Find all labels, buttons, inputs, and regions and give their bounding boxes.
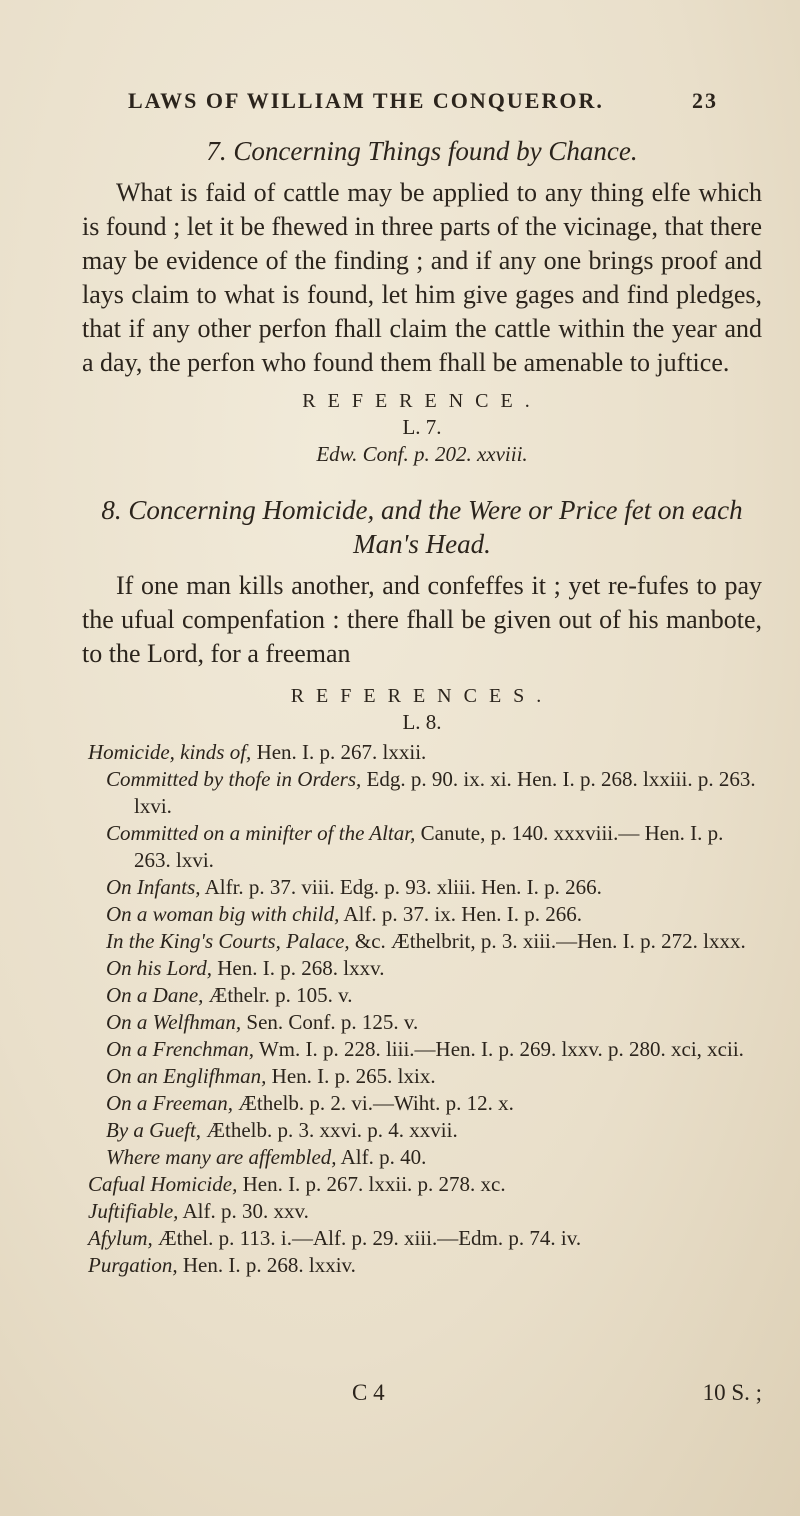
reference-subject: Homicide, kinds of, (88, 740, 252, 764)
page-footer (82, 1380, 762, 1406)
reference-subject: Committed by thofe in Orders, (106, 767, 362, 791)
reference-entry (82, 982, 762, 1009)
reference-subject: By a Gueft, (106, 1118, 202, 1142)
reference-entry (82, 1225, 762, 1252)
running-title: LAWS OF WILLIAM THE CONQUEROR. (128, 88, 604, 113)
reference-subject: Committed on a minifter of the Altar, (106, 821, 416, 845)
reference-citation: Æthelb. p. 2. vi.—Wiht. p. 12. x. (232, 1091, 514, 1115)
reference-citation: Wm. I. p. 228. liii.—Hen. I. p. 269. lxxv. p. 280. xci, xcii. (253, 1037, 744, 1061)
reference-subject: Juftifiable, (88, 1199, 179, 1223)
section-8-body: If one man kills another, and confeffes it ; yet re-fufes to pay the ufual compenfation : there fhall be given out of his manbote, to the Lord, for a freeman (82, 571, 762, 668)
reference-entry (82, 1009, 762, 1036)
section-7-citation: Edw. Conf. p. 202. xxviii. (316, 442, 528, 466)
reference-entry (82, 1090, 762, 1117)
section-7-law-number: L. 7. (402, 415, 442, 439)
reference-citation: Alf. p. 37. ix. Hen. I. p. 266. (339, 902, 582, 926)
reference-entry (82, 1198, 762, 1225)
reference-subject: On a Freeman, (106, 1091, 233, 1115)
reference-citation: Hen. I. p. 267. lxxii. p. 278. xc. (237, 1172, 506, 1196)
reference-entry (82, 1117, 762, 1144)
reference-entry (82, 874, 762, 901)
reference-citation: Hen. I. p. 268. lxxv. (212, 956, 385, 980)
reference-entry (82, 928, 762, 955)
reference-subject: Afylum, (88, 1226, 153, 1250)
reference-subject: Where many are affembled, (106, 1145, 337, 1169)
reference-citation: Hen. I. p. 267. lxxii. (251, 740, 427, 764)
reference-citation: Sen. Conf. p. 125. v. (241, 1010, 419, 1034)
reference-subject: In the King's Courts, Palace, (106, 929, 350, 953)
reference-entry (82, 1036, 762, 1063)
section-7-reference-heading: REFERENCE. (302, 390, 542, 412)
section-8-reference-heading: REFERENCES. (290, 685, 554, 707)
section-8-title: 8. Concerning Homicide, and the Were or Price fet on each Man's Head. (101, 495, 743, 559)
reference-entry (82, 820, 762, 874)
section-7-title: 7. Concerning Things found by Chance. (206, 136, 638, 166)
reference-citation: Alf. p. 40. (336, 1145, 427, 1169)
section-8-law-number: L. 8. (402, 710, 442, 734)
reference-entry (82, 1144, 762, 1171)
reference-citation: Æthelr. p. 105. v. (203, 983, 353, 1007)
reference-citation: Æthel. p. 113. i.—Alf. p. 29. xiii.—Edm. p. 74. iv. (152, 1226, 582, 1250)
references-list (82, 739, 762, 1279)
reference-subject: On an Englifhman, (106, 1064, 267, 1088)
reference-citation: Hen. I. p. 265. lxix. (266, 1064, 436, 1088)
reference-subject: On a woman big with child, (106, 902, 340, 926)
running-head (118, 88, 718, 114)
reference-subject: On a Dane, (106, 983, 204, 1007)
reference-citation: Canute, p. 140. xxxviii.— Hen. I. p. 263. lxvi. (134, 821, 724, 872)
reference-entry (82, 901, 762, 928)
reference-citation: &c. Æthelbrit, p. 3. xiii.—Hen. I. p. 272. lxxx. (349, 929, 746, 953)
page-content (82, 130, 762, 1279)
page-number: 23 (692, 88, 718, 113)
reference-entry (82, 739, 762, 766)
reference-subject: Cafual Homicide, (88, 1172, 238, 1196)
reference-entry (82, 1063, 762, 1090)
signature-mark: C 4 (352, 1380, 385, 1405)
reference-entry (82, 766, 762, 820)
reference-subject: On a Welfhman, (106, 1010, 242, 1034)
reference-subject: On his Lord, (106, 956, 212, 980)
reference-citation: Æthelb. p. 3. xxvi. p. 4. xxvii. (201, 1118, 458, 1142)
reference-subject: On Infants, (106, 875, 201, 899)
reference-subject: Purgation, (88, 1253, 178, 1277)
reference-entry (82, 955, 762, 982)
section-7-body: What is faid of cattle may be applied to any thing elfe which is found ; let it be fhewed in three parts of the vicinage, that there may be evidence of the finding ; and if any one brings proof and lays claim to what is found, let him give gages and find pledges, that if any other perfon fhall claim the cattle within the year and a day, the perfon who found them fhall be amenable to juftice. (82, 178, 762, 377)
reference-citation: Hen. I. p. 268. lxxiv. (177, 1253, 356, 1277)
catchword: 10 S. ; (702, 1380, 762, 1405)
reference-entry (82, 1252, 762, 1279)
reference-citation: Alf. p. 30. xxv. (178, 1199, 309, 1223)
reference-citation: Edg. p. 90. ix. xi. Hen. I. p. 268. lxxiii. p. 263. lxvi. (134, 767, 756, 818)
reference-citation: Alfr. p. 37. viii. Edg. p. 93. xliii. Hen. I. p. 266. (200, 875, 602, 899)
reference-entry (82, 1171, 762, 1198)
reference-subject: On a Frenchman, (106, 1037, 254, 1061)
